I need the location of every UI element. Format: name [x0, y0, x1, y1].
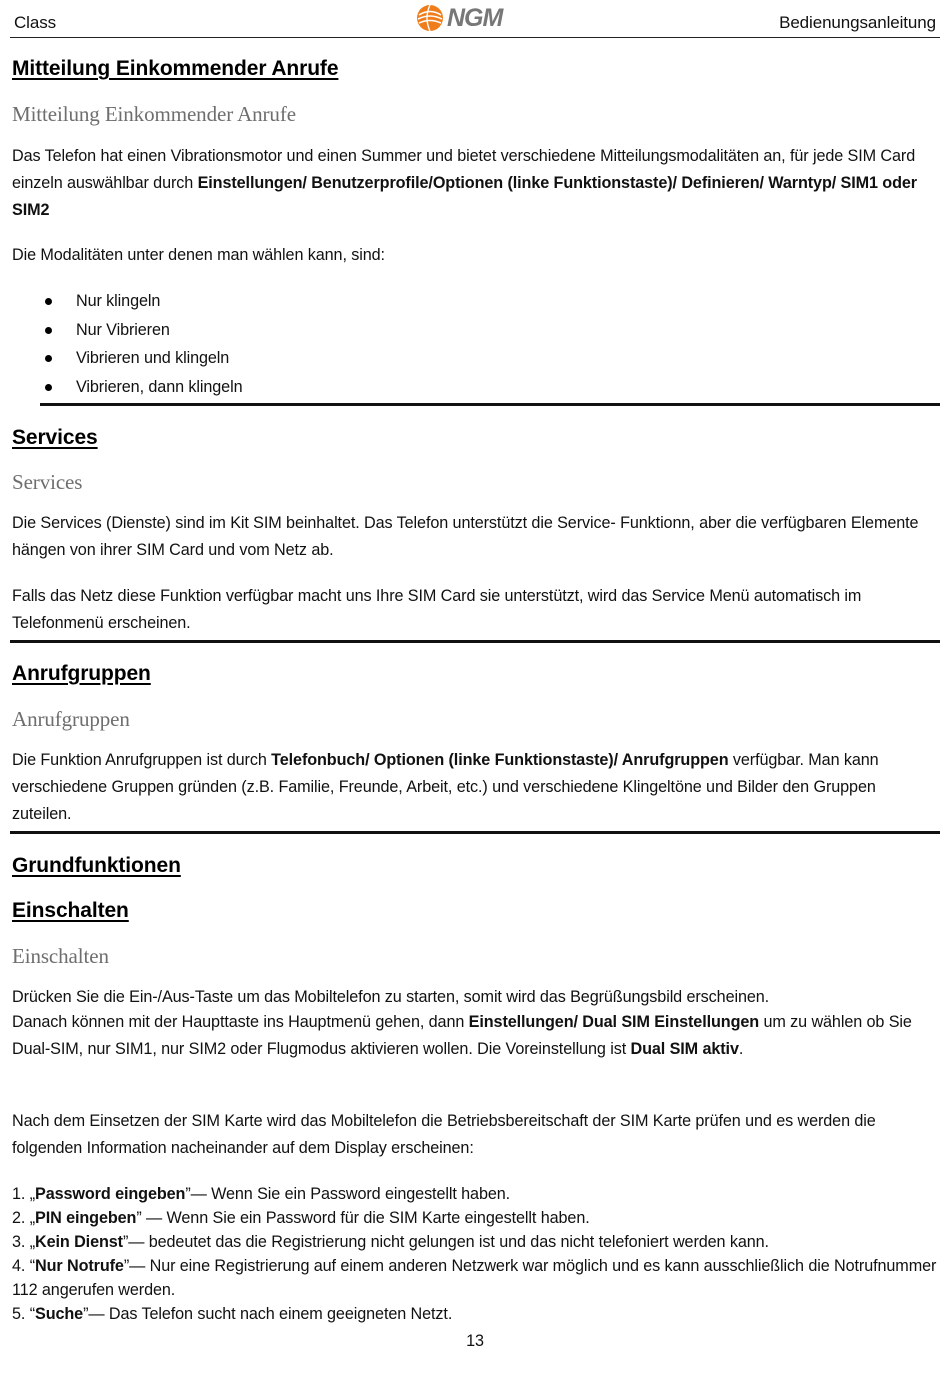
text-run: 5. “ [12, 1305, 35, 1323]
text-run: ”— Wenn Sie ein Password eingestellt haben. [185, 1185, 511, 1203]
section-heading-anrufgruppen: Anrufgruppen [12, 662, 151, 685]
list-item [12, 1182, 937, 1206]
list-item [12, 1206, 937, 1230]
paragraph-services-2: Falls das Netz diese Funktion verfügbar macht uns Ihre SIM Card sie unterstützt, wird das Service Menü automatisch im Telefonmenü erscheinen. [12, 587, 862, 632]
section-heading-services: Services [12, 426, 98, 449]
numbered-list-display-messages [12, 1182, 937, 1326]
header-divider [10, 37, 940, 38]
bold-message: Kein Dienst [35, 1233, 123, 1251]
section-subheading-anrufgruppen: Anrufgruppen [12, 707, 130, 731]
section-divider [10, 640, 940, 643]
bold-message: Nur Notrufe [35, 1257, 124, 1275]
paragraph-einschalten-line1: Drücken Sie die Ein-/Aus-Taste um das Mobiltelefon zu starten, somit wird das Begrüßungsbild erscheinen. [12, 988, 770, 1006]
bold-menu-path: Telefonbuch/ Optionen (linke Funktionstaste)/ Anrufgruppen [271, 751, 729, 769]
text-run: ”— Das Telefon sucht nach einem geeigneten Netzt. [83, 1305, 453, 1323]
text-run: Die Funktion Anrufgruppen ist durch [12, 751, 272, 769]
text-run: Danach können mit der Haupttaste ins Hauptmenü gehen, dann [12, 1013, 469, 1031]
globe-logo-icon [416, 4, 444, 32]
paragraph-anrufgruppen [12, 747, 937, 828]
list-item: Nur Vibrieren [42, 317, 243, 346]
text-run: ” — Wenn Sie ein Password für die SIM Karte eingestellt haben. [136, 1209, 590, 1227]
header-left-text: Class [14, 13, 57, 32]
paragraph-einschalten [12, 1009, 937, 1063]
text-run: 1. „ [12, 1185, 35, 1203]
bold-message: PIN eingeben [35, 1209, 137, 1227]
logo-text: NGM [447, 3, 503, 32]
list-item [12, 1254, 937, 1302]
bold-message: Password eingeben [35, 1185, 186, 1203]
section-divider [40, 403, 940, 406]
list-item [12, 1230, 937, 1254]
section-subheading-services: Services [12, 470, 83, 494]
list-item: Nur klingeln [42, 288, 243, 317]
text-run: . [738, 1040, 744, 1058]
bullet-list-modes [42, 288, 243, 402]
text-run: verfügbar. Man kann verschiedene Gruppen gründen (z.B. Familie, Freunde, Arbeit, etc.) und verschiedene Klingeltöne und Bilder den Gruppen zuteilen. [12, 751, 879, 823]
list-item: Vibrieren, dann klingeln [42, 374, 243, 403]
section-subheading-mitteilung: Mitteilung Einkommender Anrufe [12, 102, 296, 126]
header-right-text: Bedienungsanleitung [779, 13, 936, 32]
text-run: 2. „ [12, 1209, 35, 1227]
text-run: ”— Nur eine Registrierung auf einem anderen Netzwerk war möglich und es kann ausschließlich die Notrufnummer 112 angerufen werden. [12, 1257, 937, 1299]
list-item [12, 1302, 937, 1326]
bold-menu-path: Einstellungen/ Benutzerprofile/Optionen (linke Funktionstaste)/ Definieren/ Warntyp/ SIM1 oder SIM2 [12, 174, 917, 219]
section-heading-grundfunktionen: Grundfunktionen [12, 854, 181, 877]
text-run: um zu wählen ob Sie Dual-SIM, nur SIM1, nur SIM2 oder Flugmodus aktivieren wollen. Die Voreinstellung ist [12, 1013, 912, 1058]
list-item: Vibrieren und klingeln [42, 345, 243, 374]
paragraph-services-1: Die Services (Dienste) sind im Kit SIM beinhaltet. Das Telefon unterstützt die Service- Funktionn, aber die verfügbaren Elemente hängen von ihrer SIM Card und vom Netz ab. [12, 514, 919, 559]
text-run: Das Telefon hat einen Vibrationsmotor und einen Summer und bietet verschiedene Mitteilungsmodalitäten an, für jede SIM Card einzeln auswählbar durch [12, 147, 916, 192]
text-run: 4. “ [12, 1257, 35, 1275]
text-run: 3. „ [12, 1233, 35, 1251]
bold-default-value: Dual SIM aktiv [630, 1040, 739, 1058]
ngm-logo [416, 2, 502, 34]
section-heading-mitteilung: Mitteilung Einkommender Anrufe [12, 57, 339, 80]
paragraph-mitteilung-intro [12, 143, 937, 224]
paragraph-modalitaeten: Die Modalitäten unter denen man wählen kann, sind: [12, 246, 385, 264]
bold-menu-path: Einstellungen/ Dual SIM Einstellungen [468, 1013, 760, 1031]
paragraph-sim-check: Nach dem Einsetzen der SIM Karte wird das Mobiltelefon die Betriebsbereitschaft der SIM Karte prüfen und es werden die folgenden Information nacheinander auf dem Display erscheinen: [12, 1112, 876, 1157]
text-run: ”— bedeutet das die Registrierung nicht gelungen ist und das nicht telefoniert werden kann. [122, 1233, 769, 1251]
section-subheading-einschalten: Einschalten [12, 944, 109, 968]
page-header [0, 0, 950, 40]
page-number: 13 [466, 1332, 484, 1350]
bold-message: Suche [35, 1305, 84, 1323]
section-divider [10, 831, 940, 834]
section-heading-einschalten: Einschalten [12, 899, 129, 922]
